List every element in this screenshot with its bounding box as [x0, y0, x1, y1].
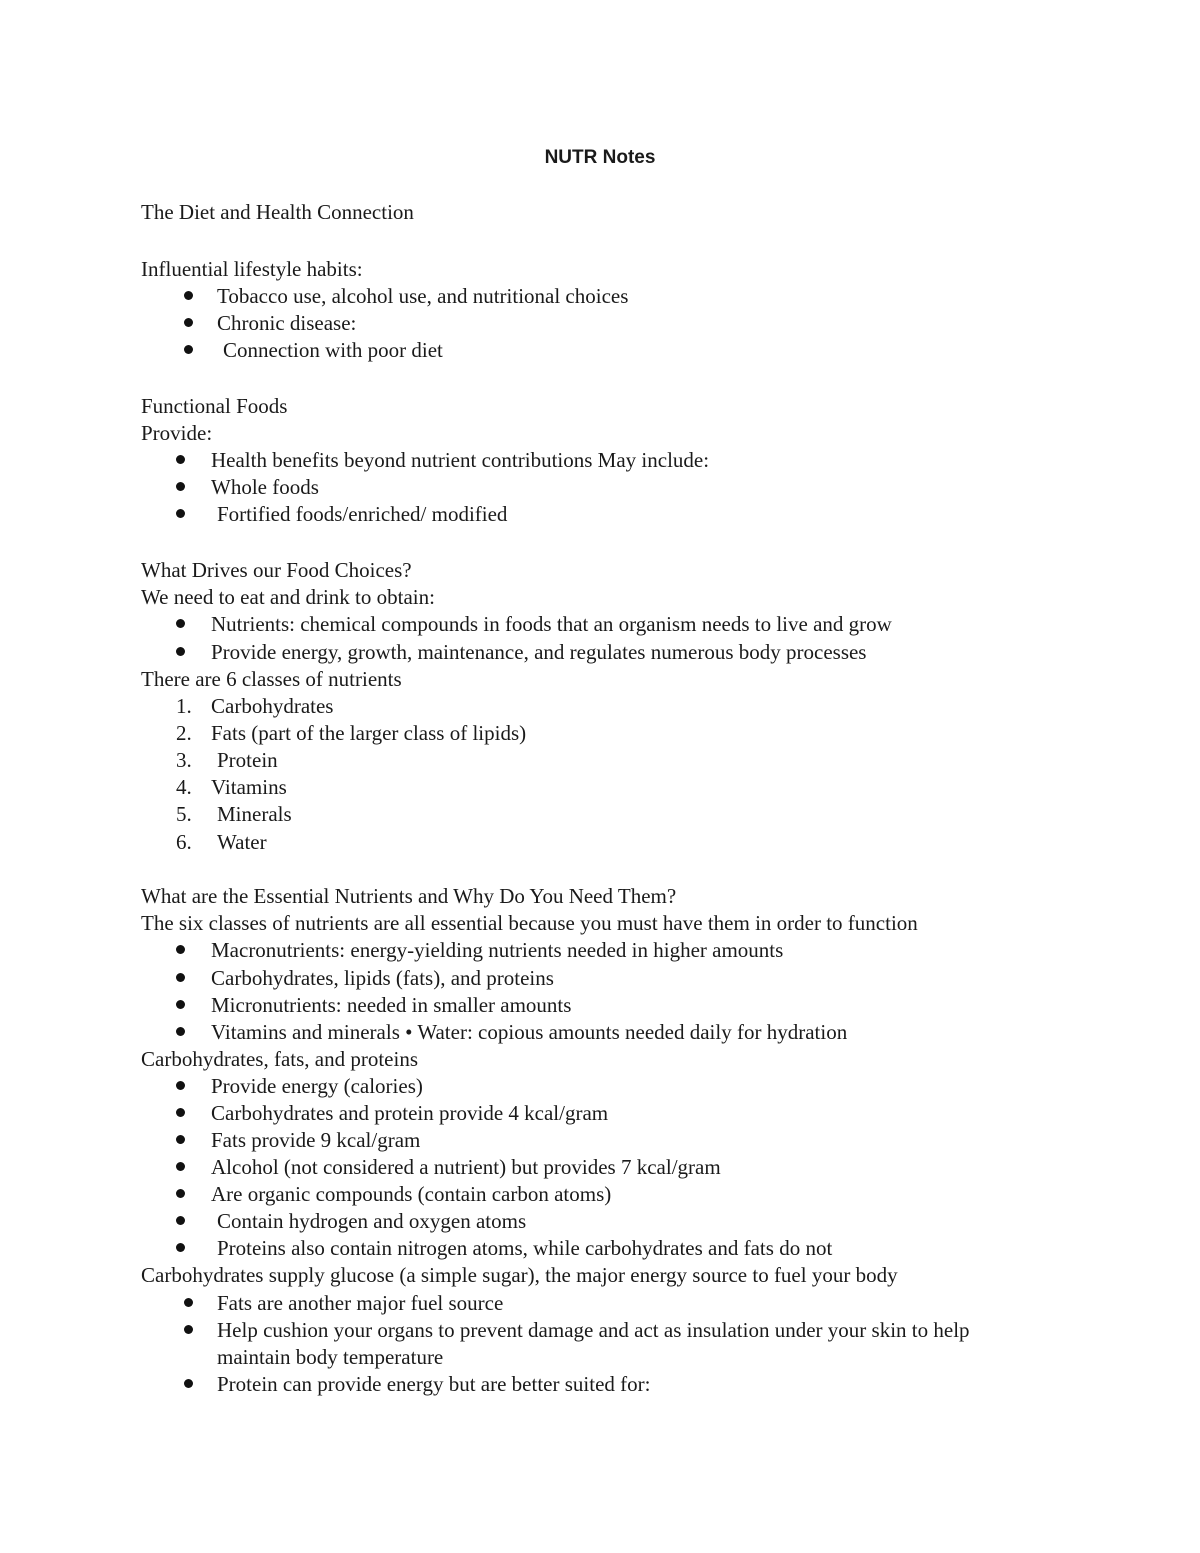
bullet-icon — [176, 1027, 185, 1036]
section-heading-diet-health: The Diet and Health Connection — [141, 200, 414, 224]
section-heading-functional-foods: Functional Foods — [141, 394, 288, 418]
bullet-icon — [184, 291, 193, 300]
bullet-icon — [176, 455, 185, 464]
bullet-icon — [184, 1379, 193, 1388]
list-item: Connection with poor diet — [223, 338, 443, 362]
glucose-text: Carbohydrates supply glucose (a simple sugar), the major energy source to fuel your body — [141, 1263, 898, 1287]
list-item: Whole foods — [211, 475, 319, 499]
list-item: Fortified foods/enriched/ modified — [217, 502, 508, 526]
bullet-icon — [176, 1216, 185, 1225]
bullet-icon — [176, 619, 185, 628]
list-item: Tobacco use, alcohol use, and nutritional choices — [217, 284, 629, 308]
list-number: 3. — [176, 748, 192, 772]
list-item: Fats are another major fuel source — [217, 1291, 504, 1315]
document-title: NUTR Notes — [544, 147, 656, 168]
essential-text: The six classes of nutrients are all essential because you must have them in order to function — [141, 911, 918, 935]
classes-label: There are 6 classes of nutrients — [141, 667, 402, 691]
bullet-icon — [176, 1000, 185, 1009]
list-item: Health benefits beyond nutrient contributions May include: — [211, 448, 710, 472]
list-item: Help cushion your organs to prevent damage and act as insulation under your skin to help maintain body temperature — [217, 1318, 970, 1369]
list-number: 5. — [176, 802, 192, 826]
list-item: Protein — [217, 748, 278, 772]
list-number: 6. — [176, 830, 192, 854]
bullet-icon — [176, 1243, 185, 1252]
bullet-icon — [176, 1081, 185, 1090]
bullet-icon — [176, 1189, 185, 1198]
section-heading-essential-nutrients: What are the Essential Nutrients and Why Do You Need Them? — [141, 884, 677, 908]
bullet-icon — [184, 318, 193, 327]
list-item: Contain hydrogen and oxygen atoms — [217, 1209, 527, 1233]
list-item: Carbohydrates and protein provide 4 kcal/gram — [211, 1101, 609, 1125]
list-number: 1. — [176, 694, 192, 718]
bullet-icon — [176, 1135, 185, 1144]
influential-label: Influential lifestyle habits: — [141, 257, 363, 281]
list-item: Vitamins — [211, 775, 287, 799]
list-item: Provide energy (calories) — [211, 1074, 423, 1098]
list-item: Fats provide 9 kcal/gram — [211, 1128, 421, 1152]
list-item: Alcohol (not considered a nutrient) but provides 7 kcal/gram — [211, 1155, 721, 1179]
bullet-icon — [184, 1325, 193, 1334]
list-item: Micronutrients: needed in smaller amounts — [211, 993, 572, 1017]
list-item: Proteins also contain nitrogen atoms, while carbohydrates and fats do not — [217, 1236, 833, 1260]
list-item: Provide energy, growth, maintenance, and regulates numerous body processes — [211, 640, 867, 664]
list-number: 2. — [176, 721, 192, 745]
list-item: Nutrients: chemical compounds in foods that an organism needs to live and grow — [211, 612, 892, 636]
bullet-icon — [176, 509, 185, 518]
list-item: Chronic disease: — [217, 311, 357, 335]
list-item: Carbohydrates — [211, 694, 334, 718]
bullet-icon — [176, 647, 185, 656]
bullet-icon — [184, 345, 193, 354]
list-item: Protein can provide energy but are better suited for: — [217, 1372, 651, 1396]
cfp-label: Carbohydrates, fats, and proteins — [141, 1047, 419, 1071]
bullet-icon — [176, 973, 185, 982]
bullet-icon — [184, 1298, 193, 1307]
list-item: Vitamins and minerals • Water: copious amounts needed daily for hydration — [211, 1020, 848, 1044]
bullet-icon — [176, 1162, 185, 1171]
list-item: Macronutrients: energy-yielding nutrients needed in higher amounts — [211, 938, 784, 962]
need-label: We need to eat and drink to obtain: — [141, 585, 435, 609]
list-item: Carbohydrates, lipids (fats), and proteins — [211, 966, 554, 990]
list-item: Minerals — [217, 802, 292, 826]
bullet-icon — [176, 482, 185, 491]
bullet-icon — [176, 945, 185, 954]
list-item: Fats (part of the larger class of lipids) — [211, 721, 527, 745]
section-heading-food-choices: What Drives our Food Choices? — [141, 558, 412, 582]
list-number: 4. — [176, 775, 192, 799]
list-item: Water — [217, 830, 267, 854]
list-item: Are organic compounds (contain carbon atoms) — [211, 1182, 612, 1206]
provide-label: Provide: — [141, 421, 213, 445]
bullet-icon — [176, 1108, 185, 1117]
